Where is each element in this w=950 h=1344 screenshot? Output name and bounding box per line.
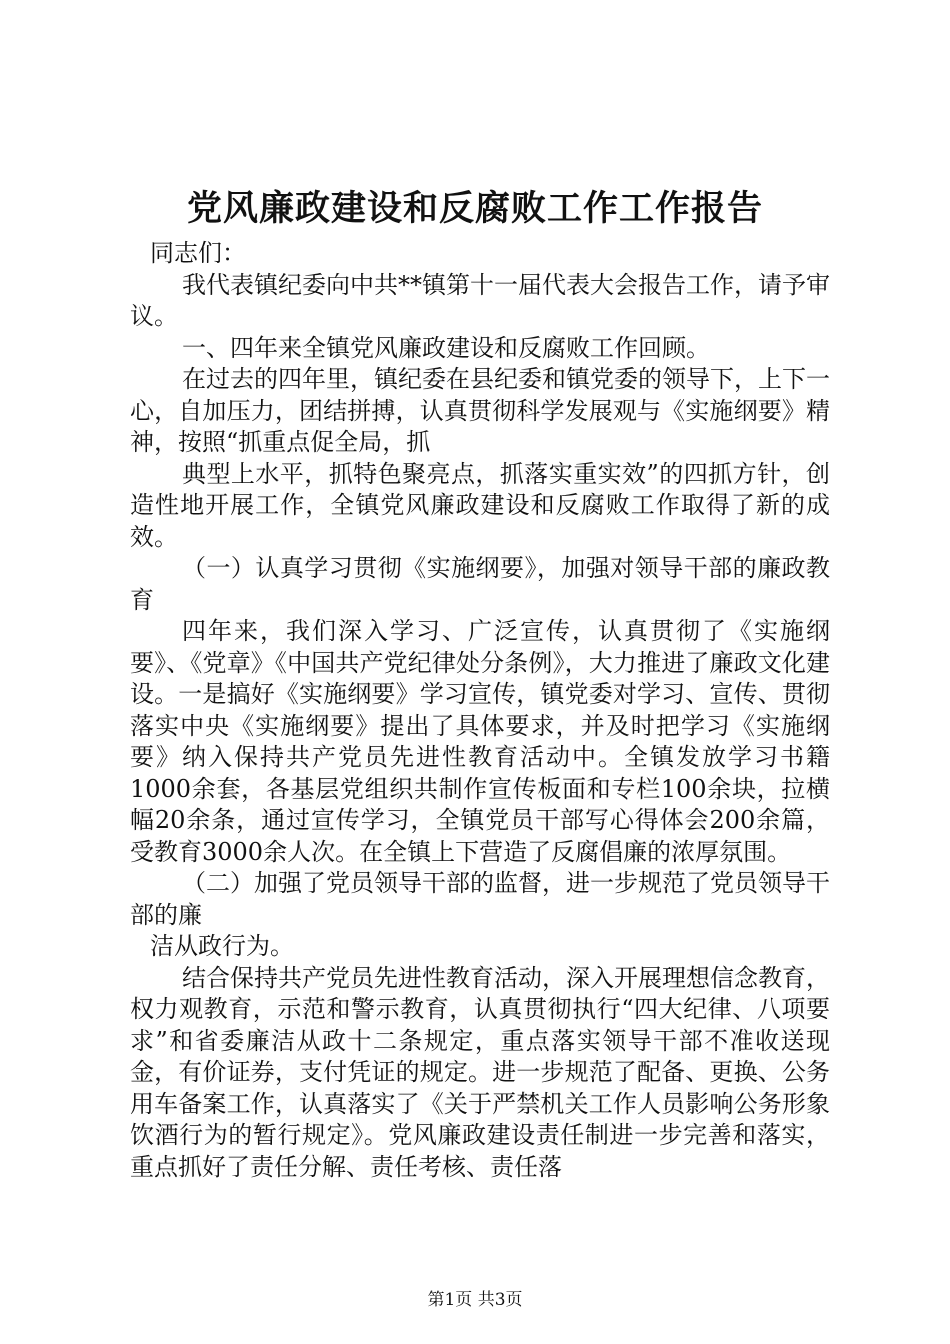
document-body [130, 238, 830, 1183]
page-number: 第1页 共3页 [427, 1290, 523, 1310]
section-heading-review: 一、四年来全镇党风廉政建设和反腐败工作回顾。 [182, 333, 710, 362]
paragraph-overview-continued: 典型上水平，抓特色聚亮点，抓落实重实效”的四抓方针，创造性地开展工作，全镇党风廉政建设和反腐败工作取得了新的成效。 [130, 459, 830, 551]
paragraph-supervision: 结合保持共产党员先进性教育活动，深入开展理想信念教育，权力观教育，示范和警示教育，认真贯彻执行“四大纪律、八项要求”和省委廉洁从政十二条规定，重点落实领导干部不准收送现金，有价证券，支付凭证的规定。进一步规范了配备、更换、公务用车备案工作，认真落实了《关于严禁机关工作人员影响公务形象饮酒行为的暂行规定》。党风廉政建设责任制进一步完善和落实，重点抓好了责任分解、责任考核、责任落 [130, 963, 830, 1181]
salutation: 同志们： [150, 239, 246, 267]
subsection-heading-1: （一）认真学习贯彻《实施纲要》，加强对领导干部的廉政教育 [130, 554, 830, 614]
subsection-heading-2: （二）加强了党员领导干部的监督，进一步规范了党员领导干部的廉 [130, 869, 830, 929]
document-title: 党风廉政建设和反腐败工作工作报告 [186, 188, 763, 229]
paragraph-opening: 我代表镇纪委向中共**镇第十一届代表大会报告工作，请予审议。 [130, 270, 830, 330]
subsection-heading-2-continued: 洁从政行为。 [150, 932, 294, 960]
paragraph-study: 四年来，我们深入学习、广泛宣传，认真贯彻了《实施纲要》、《党章》《中国共产党纪律处分条例》，大力推进了廉政文化建设。一是搞好《实施纲要》学习宣传，镇党委对学习、宣传、贯彻落实中央《实施纲要》提出了具体要求，并及时把学习《实施纲要》纳入保持共产党员先进性教育活动中。全镇发放学习书籍1000余套，各基层党组织共制作宣传板面和专栏100余块，拉横幅20余条，通过宣传学习，全镇党员干部写心得体会200余篇，受教育3000余人次。在全镇上下营造了反腐倡廉的浓厚氛围。 [130, 617, 830, 866]
paragraph-overview: 在过去的四年里，镇纪委在县纪委和镇党委的领导下，上下一心，自加压力，团结拼搏，认真贯彻科学发展观与《实施纲要》精神，按照“抓重点促全局，抓 [130, 365, 830, 456]
